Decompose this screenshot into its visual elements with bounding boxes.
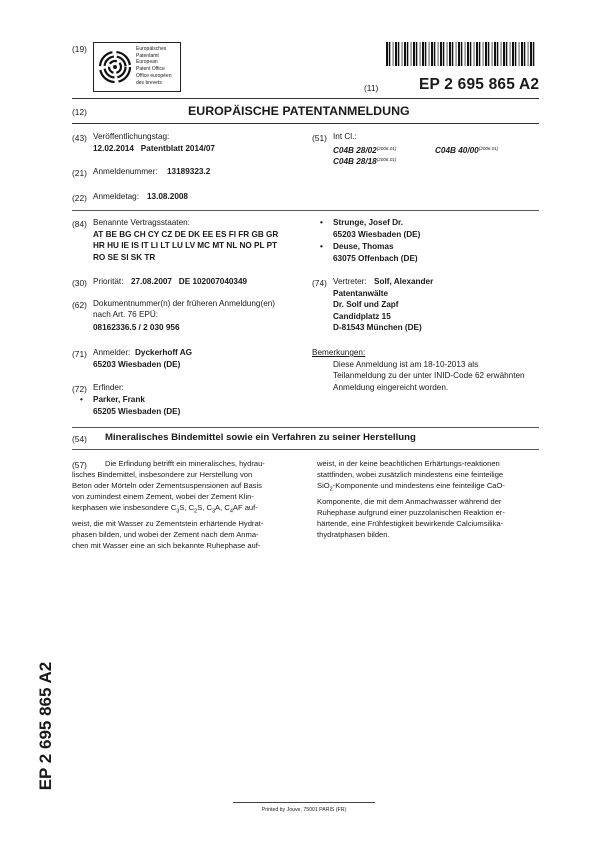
representative-label: Vertreter: (333, 277, 367, 286)
barcode-bar (512, 42, 514, 66)
inid-54: (54) (72, 434, 87, 444)
office-name-de-2: Patentamt (136, 52, 159, 59)
barcode-bar (479, 42, 480, 66)
barcode-bar (404, 42, 406, 66)
abstract-line: chen mit Wasser eine an sich bekannte Ruhephase auf- (72, 540, 261, 550)
abstract-line: stattfinden, wobei zusätzlich mindestens eine feinteilige (317, 470, 504, 479)
barcode-bar (395, 42, 397, 66)
inid-12: (12) (72, 107, 87, 117)
representative-line: Candidplatz 15 (333, 311, 391, 321)
barcode-bar (443, 42, 444, 66)
abstract-line: phasen bilden, und wobei der Zement nach dem Anma- (72, 529, 259, 539)
publication-number: EP 2 695 865 A2 (419, 76, 540, 93)
inventor-2-city: 65203 Wiesbaden (DE) (333, 230, 421, 239)
barcode-bar (465, 42, 466, 66)
office-name-fr-2: des brevets (136, 79, 162, 86)
barcode (386, 42, 538, 66)
priority-label: Priorität: (93, 277, 124, 286)
abstract-line: lisches Bindemittel, insbesondere zur Herstellung von (72, 470, 253, 479)
appno-label: Anmeldenummer: (93, 167, 158, 176)
ipc-class-2 (435, 143, 498, 156)
header-rule (72, 98, 539, 99)
barcode-bar (386, 42, 388, 66)
barcode-bar (407, 42, 408, 66)
representative-line: D-81543 München (DE) (333, 323, 422, 333)
invention-title: Mineralisches Bindemittel sowie ein Verfahren zu seiner Herstellung (105, 432, 416, 443)
inventor-label: Erfinder: (93, 383, 124, 392)
inid-22: (22) (72, 193, 87, 203)
abstract-column-left (72, 458, 301, 551)
filing-value: 13.08.2008 (147, 192, 188, 201)
abstract-line: kerphasen wie insbesondere $C_3S$, $C_2S$, $C_3A$, $C_4AF$ auf- (72, 503, 258, 515)
barcode-bar (476, 42, 478, 66)
barcode-bar (533, 42, 534, 66)
side-publication-number: EP 2 695 865 A2 (36, 661, 55, 791)
footer-rule (233, 802, 375, 803)
document-type: EUROPÄISCHE PATENTANMELDUNG (188, 104, 410, 118)
applicant-name: Dyckerhoff AG (135, 348, 193, 357)
abstract-line: thydratphasen bilden. (317, 529, 390, 539)
inid-84: (84) (72, 219, 87, 229)
abstract-line: härtende, eine Frühfestigkeit bewirkende Calciumsilika- (317, 518, 504, 528)
title-rule (72, 427, 539, 428)
barcode-bar (497, 42, 498, 66)
section-rule (72, 210, 539, 211)
office-name-en-1: European (136, 59, 158, 66)
inid-11: (11) (364, 83, 379, 93)
barcode-bar (447, 42, 448, 66)
barcode-bar (494, 42, 496, 66)
inid-72: (72) (72, 384, 87, 394)
barcode-bar (530, 42, 532, 66)
priority-value: 27.08.2007 DE 102007040349 (131, 277, 248, 286)
barcode-bar (456, 42, 457, 66)
barcode-bar (488, 42, 489, 66)
barcode-bar (510, 42, 511, 66)
title-rule-2 (72, 449, 539, 450)
abstract-line: Ruhephase aufgrund einer puzzolanischen Reaktion er- (317, 507, 505, 517)
applicant-label: Anmelder: (93, 348, 131, 357)
barcode-bar (416, 42, 417, 66)
inid-43: (43) (72, 133, 87, 143)
pubdate-label: Veröffentlichungstag: (93, 132, 170, 141)
epo-logo-box (93, 42, 181, 92)
abstract-line: Beton oder Mörteln oder Zementsuspensionen auf Basis (72, 481, 262, 490)
barcode-bar (503, 42, 505, 66)
abstract-line: SiO$_2$-Komponente und mindestens eine feinteilige CaO- (317, 481, 505, 493)
remarks-line: Diese Anmeldung ist am 18-10-2013 als (333, 360, 479, 369)
printer-note: Printed by Jouve, 75001 PARIS (FR) (261, 807, 347, 813)
abstract-line: Die Erfindung betrifft ein mineralisches, hydrau- (105, 459, 265, 468)
remarks-label: Bemerkungen: (312, 348, 366, 357)
barcode-bar (411, 42, 412, 66)
office-name-en-2: Patent Office (136, 66, 165, 73)
inid-71: (71) (72, 349, 87, 359)
barcode-bar (429, 42, 430, 66)
ipc-edition: (2006.01) (376, 146, 397, 151)
inid-21: (21) (72, 168, 87, 178)
barcode-bar (425, 42, 426, 66)
representative-name: Solf, Alexander (374, 277, 434, 286)
doc62-label-line: Dokumentnummer(n) der früheren Anmeldung(en) (93, 299, 276, 308)
remarks-text (333, 359, 525, 393)
barcode-bar (413, 42, 415, 66)
ipc-code: C04B 28/02 (333, 146, 377, 155)
inventor-3-name: • Deuse, Thomas (333, 241, 394, 252)
ipc-class-3 (333, 154, 396, 167)
barcode-bar (398, 42, 399, 66)
inventor-2-name: • Strunge, Josef Dr. (333, 217, 403, 228)
barcode-bar (519, 42, 520, 66)
barcode-bar (402, 42, 403, 66)
remarks-line: Teilanmeldung zu der unter INID-Code 62 erwähnten (333, 371, 525, 381)
header-rule-2 (72, 123, 539, 124)
barcode-bar (467, 42, 469, 66)
inid-51: (51) (312, 133, 327, 143)
applicant-city: 65203 Wiesbaden (DE) (93, 360, 181, 369)
inid-57: (57) (72, 460, 87, 470)
barcode-bar (506, 42, 507, 66)
states-label: Benannte Vertragsstaaten: (93, 218, 190, 227)
doc62-value: 08162336.5 / 2 030 956 (93, 323, 180, 332)
inventor-1-city: 65205 Wiesbaden (DE) (93, 407, 181, 416)
barcode-bar (420, 42, 421, 66)
office-name-fr-1: Office européen (136, 72, 172, 79)
barcode-bar (458, 42, 460, 66)
inid-74: (74) (312, 278, 327, 288)
barcode-bar (431, 42, 433, 66)
intcl-label: Int Cl.: (333, 132, 357, 141)
barcode-bar (393, 42, 394, 66)
office-name-de-1: Europäisches (136, 46, 167, 52)
doc62-label-line: nach Art. 76 EPÜ: (93, 310, 159, 320)
barcode-bar (492, 42, 493, 66)
barcode-bar (483, 42, 484, 66)
pubdate-value: 12.02.2014 Patentblatt 2014/07 (93, 144, 215, 153)
representative-address (333, 288, 422, 334)
representative-line: Dr. Solf und Zapf (333, 300, 399, 310)
barcode-bar (452, 42, 453, 66)
representative-line: Patentanwälte (333, 289, 389, 298)
barcode-bar (434, 42, 435, 66)
barcode-bar (528, 42, 529, 66)
barcode-bar (440, 42, 442, 66)
barcode-bar (422, 42, 424, 66)
abstract-line: von zumindest einem Zement, wobei der Zement Klin- (72, 492, 254, 501)
abstract-column-right (317, 458, 539, 540)
barcode-bar (449, 42, 451, 66)
inid-30: (30) (72, 278, 87, 288)
office-names (136, 46, 172, 86)
barcode-bar (524, 42, 525, 66)
appno-value: 13189323.2 (167, 167, 211, 176)
inid-19: (19) (72, 44, 87, 54)
ipc-code: C04B 40/00 (435, 146, 479, 155)
inventor-1-name: • Parker, Frank (93, 394, 145, 405)
abstract-line: weist, die mit Wasser zu Zementstein erhärtende Hydrat- (72, 518, 264, 528)
abstract-line: Komponente, die mit dem Anmachwasser während der (317, 496, 502, 506)
remarks-line: Anmeldung eingereicht worden. (333, 382, 449, 392)
barcode-bar (389, 42, 390, 66)
ipc-edition: (2006.01) (376, 157, 397, 162)
barcode-bar (501, 42, 502, 66)
barcode-bar (438, 42, 439, 66)
ipc-edition: (2006.01) (478, 146, 499, 151)
ipc-code: C04B 28/18 (333, 157, 377, 166)
doc62-label (93, 298, 275, 321)
barcode-bar (461, 42, 462, 66)
abstract-line: weist, in der keine beachtlichen Erhärtungs-reaktionen (317, 459, 500, 468)
states-line: HR HU IE IS IT LI LT LU LV MC MT NL NO PL PT (93, 241, 278, 251)
barcode-bar (521, 42, 523, 66)
designated-states (93, 229, 278, 263)
barcode-bar (470, 42, 471, 66)
barcode-bar (485, 42, 487, 66)
states-line: RO SE SI SK TR (93, 252, 156, 262)
inid-62: (62) (72, 300, 87, 310)
inventor-3-city: 63075 Offenbach (DE) (333, 254, 418, 263)
epo-emblem-icon (99, 50, 131, 84)
barcode-bar (474, 42, 475, 66)
filing-label: Anmeldetag: (93, 192, 139, 201)
barcode-bar (515, 42, 516, 66)
states-line: AT BE BG CH CY CZ DE DK EE ES FI FR GB GR (93, 230, 279, 239)
